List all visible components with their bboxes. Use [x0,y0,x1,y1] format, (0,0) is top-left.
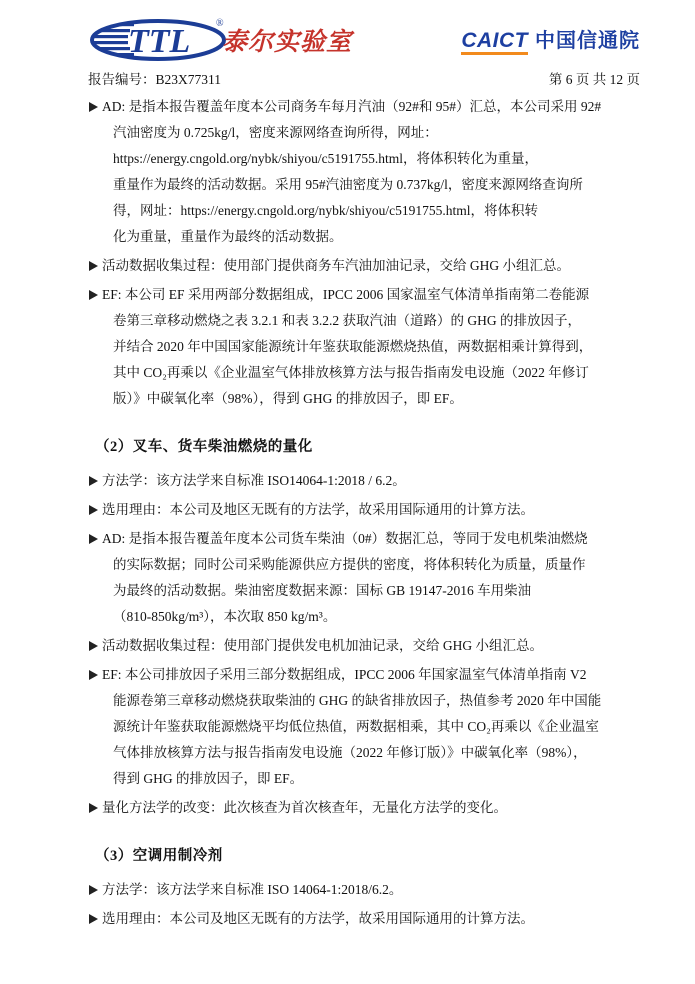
bullet-item [88,795,643,821]
ttl-logo-icon [88,16,236,62]
section-heading: （2）叉车、货车柴油燃烧的量化 [95,439,313,455]
report-meta-row [88,68,640,88]
caict-logo [461,24,640,55]
text-line: 为最终的活动数据。柴油密度数据来源：国标 GB 19147-2016 车用柴油 [113,583,532,598]
text-line: EF: 本公司排放因子采用三部分数据组成，IPCC 2006 年国家温室气体清单指南 V2 [102,667,587,682]
text-line: 得到 GHG 的排放因子，即 EF。 [113,771,304,786]
report-number: 报告编号：B23X77311 [88,72,222,87]
bullet-item [88,877,643,903]
bullet-item [88,253,643,279]
text-line: 活动数据收集过程：使用部门提供商务车汽油加油记录，交给 GHG 小组汇总。 [102,258,570,273]
text-line: 的实际数据；同时公司采购能源供应方提供的密度，将体积转化为质量，质量作 [113,557,586,572]
text-line: （810-850kg/m³），本次取 850 kg/m³。 [113,609,337,624]
bullet-arrow-icon [89,803,98,813]
text-line: 源统计年鉴获取能源燃烧平均低位热值，两数据相乘，其中 CO₂再乘以《企业温室 [113,719,599,734]
caict-abbr-text: CAICT [461,30,528,55]
bullet-arrow-icon [89,261,98,271]
bullet-arrow-icon [89,476,98,486]
bullet-item [88,468,643,494]
bullet-arrow-icon [89,534,98,544]
ttl-logo [88,16,352,62]
document-body [0,88,695,932]
text-line: 卷第三章移动燃烧之表 3.2.1 和表 3.2.2 获取汽油（道路）的 GHG 的排放因子， [113,313,581,328]
section-heading: （3）空调用制冷剂 [95,848,223,864]
bullet-arrow-icon [89,670,98,680]
ttl-abbr-text: TTL [128,23,191,60]
logo-row [88,16,640,62]
bullet-item [88,906,643,932]
text-line: AD: 是指本报告覆盖年度本公司货车柴油（0#）数据汇总，等同于发电机柴油燃烧 [102,531,588,546]
bullet-arrow-icon [89,641,98,651]
text-line: 方法学：该方法学来自标准 ISO 14064-1:2018/6.2。 [102,882,403,897]
bullet-item [88,662,643,792]
bullet-arrow-icon [89,290,98,300]
text-line: https://energy.cngold.org/nybk/shiyou/c5191755.html，将体积转化为重量， [113,151,538,166]
bullet-arrow-icon [89,505,98,515]
text-line: 汽油密度为 0.725kg/l，密度来源网络查询所得，网址： [113,125,438,140]
ttl-registered-mark: ® [216,18,224,29]
bullet-item [88,497,643,523]
text-line: 选用理由：本公司及地区无既有的方法学，故采用国际通用的计算方法。 [102,502,534,517]
page-header [0,0,695,88]
text-line: 量化方法学的改变：此次核查为首次核查年，无量化方法学的变化。 [102,800,507,815]
bullet-item [88,94,643,250]
page-indicator: 第 6 页 共 12 页 [548,72,640,87]
text-line: EF: 本公司 EF 采用两部分数据组成，IPCC 2006 国家温室气体清单指南第二卷能源 [102,287,590,302]
text-line: 方法学：该方法学来自标准 ISO14064-1:2018 / 6.2。 [102,473,406,488]
text-line: 化为重量，重量作为最终的活动数据。 [113,229,343,244]
text-line: AD: 是指本报告覆盖年度本公司商务车每月汽油（92#和 95#）汇总，本公司采用 92# [102,99,602,114]
text-line: 其中 CO₂再乘以《企业温室气体排放核算方法与报告指南发电设施（2022 年修订 [113,365,589,380]
caict-cn-name: 中国信通院 [535,30,640,52]
bullet-arrow-icon [89,885,98,895]
text-line: 并结合 2020 年中国国家能源统计年鉴获取能源燃烧热值，两数据相乘计算得到， [113,339,593,354]
text-line: 活动数据收集过程：使用部门提供发电机加油记录，交给 GHG 小组汇总。 [102,638,543,653]
text-line: 得，网址：https://energy.cngold.org/nybk/shiyou/c5191755.html，将体积转 [113,203,538,218]
ttl-script-text: 泰尔实验室 [222,29,353,56]
text-line: 选用理由：本公司及地区无既有的方法学，故采用国际通用的计算方法。 [102,911,534,926]
bullet-item [88,282,643,412]
bullet-arrow-icon [89,102,98,112]
text-line: 重量作为最终的活动数据。采用 95#汽油密度为 0.737kg/l，密度来源网络查询所 [113,177,583,192]
text-line: 气体排放核算方法与报告指南发电设施（2022 年修订版）》中碳氧化率（98%）， [113,745,587,760]
bullet-arrow-icon [89,914,98,924]
text-line: 能源卷第三章移动燃烧获取柴油的 GHG 的缺省排放因子，热值参考 2020 年中国能 [113,693,602,708]
bullet-item [88,526,643,630]
bullet-item [88,633,643,659]
text-line: 版）》中碳氧化率（98%），得到 GHG 的排放因子，即 EF。 [113,391,463,406]
